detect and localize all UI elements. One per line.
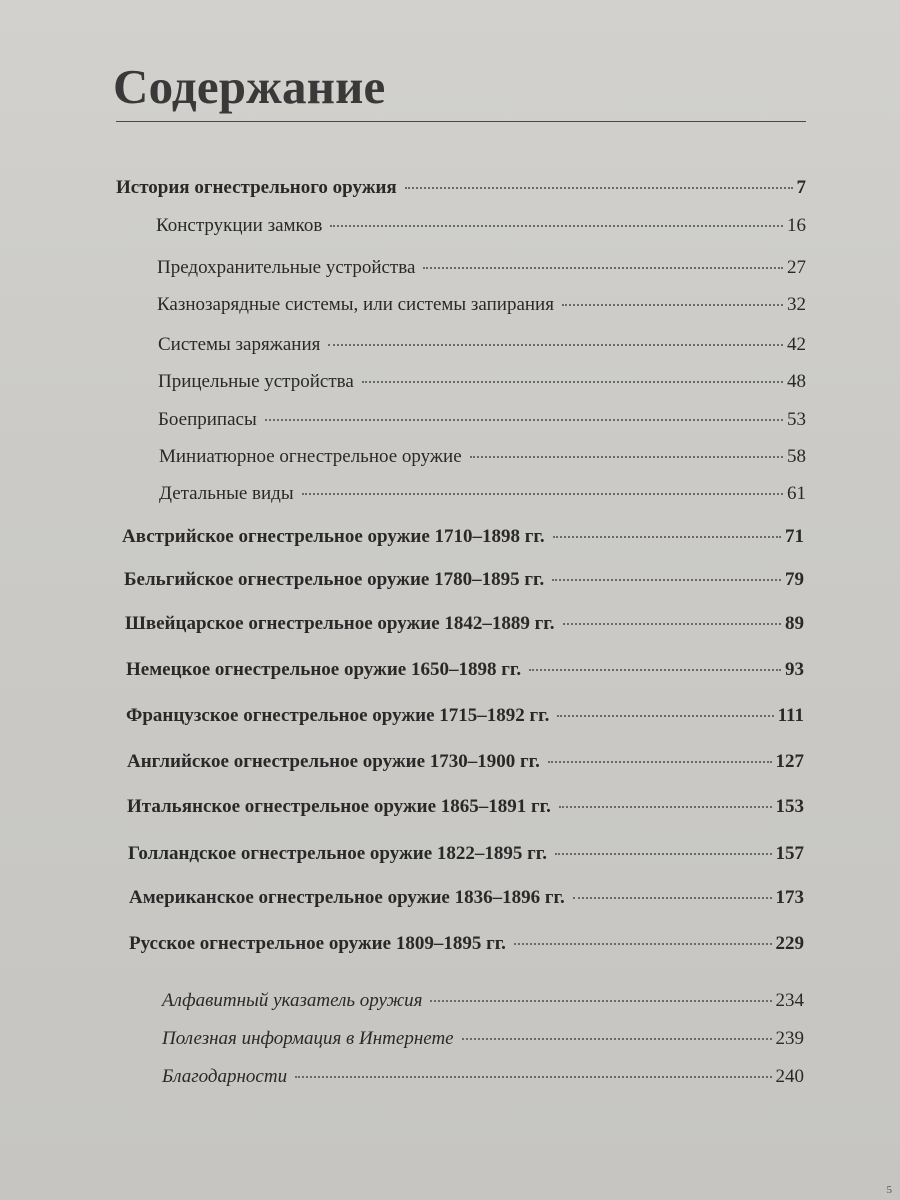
toc-entry-title: Прицельные устройства xyxy=(158,371,354,392)
toc-entry-title: История огнестрельного оружия xyxy=(116,177,397,198)
leader-dots xyxy=(555,853,771,855)
toc-entry xyxy=(126,704,804,728)
toc-entry xyxy=(124,568,804,592)
leader-dots xyxy=(423,267,783,269)
toc-entry xyxy=(158,370,806,394)
toc-entry-page: 89 xyxy=(785,613,804,634)
toc-entry-page: 32 xyxy=(787,294,806,315)
leader-dots xyxy=(462,1038,772,1040)
toc-entry xyxy=(127,795,804,819)
toc-entry-title: Немецкое огнестрельное оружие 1650–1898 гг. xyxy=(126,659,522,680)
toc-entry-page: 27 xyxy=(787,257,806,278)
leader-dots xyxy=(328,344,783,346)
leader-dots xyxy=(548,761,772,763)
toc-entry xyxy=(162,1027,804,1051)
toc-entry-title: Казнозарядные системы, или системы запирания xyxy=(157,294,554,315)
leader-dots xyxy=(557,715,773,717)
toc-entry-title: Бельгийское огнестрельное оружие 1780–1895 гг. xyxy=(124,569,545,590)
toc-entry-page: 93 xyxy=(785,659,804,680)
toc-entry xyxy=(128,842,804,866)
toc-entry xyxy=(162,989,804,1013)
toc-entry xyxy=(157,293,806,317)
toc-entry-page: 53 xyxy=(787,409,806,430)
toc-entry-page: 229 xyxy=(775,933,804,954)
toc-entry-page: 153 xyxy=(775,796,804,817)
leader-dots xyxy=(362,381,783,383)
leader-dots xyxy=(553,536,781,538)
toc-entry-title: Миниатюрное огнестрельное оружие xyxy=(159,446,462,467)
toc-entry xyxy=(129,932,804,956)
toc-entry-page: 127 xyxy=(775,751,804,772)
toc-entry xyxy=(129,886,804,910)
toc-entry-title: Голландское огнестрельное оружие 1822–1895 гг. xyxy=(128,843,548,864)
toc-entry xyxy=(158,333,806,357)
page-title: Содержание xyxy=(113,59,386,114)
leader-dots xyxy=(514,943,772,945)
toc-entry-page: 234 xyxy=(775,990,804,1011)
toc-entry xyxy=(159,482,806,506)
toc-entry-title: Американское огнестрельное оружие 1836–1896 гг. xyxy=(129,887,565,908)
page-number: 5 xyxy=(886,1184,892,1196)
toc-entry xyxy=(162,1065,804,1089)
leader-dots xyxy=(552,579,781,581)
toc-entry xyxy=(116,176,806,200)
toc-entry-title: Предохранительные устройства xyxy=(157,257,416,278)
toc-entry-page: 111 xyxy=(777,705,804,726)
toc-entry-page: 48 xyxy=(787,371,806,392)
toc-entry-page: 58 xyxy=(787,446,806,467)
toc-entry xyxy=(156,214,806,238)
toc-entry-title: Детальные виды xyxy=(159,483,294,504)
toc-entry-page: 71 xyxy=(785,526,804,547)
leader-dots xyxy=(573,897,772,899)
toc-entry xyxy=(122,525,804,549)
toc-entry-page: 239 xyxy=(775,1028,804,1049)
toc-entry xyxy=(127,750,804,774)
leader-dots xyxy=(470,456,783,458)
toc-entry xyxy=(126,658,804,682)
toc-entry-title: Австрийское огнестрельное оружие 1710–1898 гг. xyxy=(122,526,545,547)
leader-dots xyxy=(295,1076,771,1078)
leader-dots xyxy=(405,187,793,189)
toc-entry-title: Русское огнестрельное оружие 1809–1895 гг. xyxy=(129,933,506,954)
toc-entry-title: Полезная информация в Интернете xyxy=(162,1028,454,1049)
toc-entry-title: Итальянское огнестрельное оружие 1865–1891 гг. xyxy=(127,796,551,817)
leader-dots xyxy=(529,669,781,671)
toc-entry-page: 61 xyxy=(787,483,806,504)
toc-entry xyxy=(158,408,806,432)
toc-entry xyxy=(159,445,806,469)
toc-entry-title: Боеприпасы xyxy=(158,409,257,430)
toc-entry-page: 42 xyxy=(787,334,806,355)
leader-dots xyxy=(562,304,783,306)
toc-entry-page: 173 xyxy=(775,887,804,908)
leader-dots xyxy=(563,623,782,625)
toc-entry xyxy=(157,256,806,280)
toc-entry-title: Алфавитный указатель оружия xyxy=(162,990,423,1011)
toc-entry-page: 157 xyxy=(775,843,804,864)
toc-entry-title: Французское огнестрельное оружие 1715–1892 гг. xyxy=(126,705,550,726)
toc-entry-title: Благодарности xyxy=(162,1066,288,1087)
leader-dots xyxy=(265,419,783,421)
leader-dots xyxy=(330,225,783,227)
toc-entry-title: Конструкции замков xyxy=(156,215,323,236)
toc-entry-title: Английское огнестрельное оружие 1730–1900 гг. xyxy=(127,751,540,772)
toc-entry-page: 16 xyxy=(787,215,806,236)
toc-entry-page: 79 xyxy=(785,569,804,590)
toc-entry-title: Швейцарское огнестрельное оружие 1842–1889 гг. xyxy=(125,613,555,634)
leader-dots xyxy=(559,806,772,808)
leader-dots xyxy=(302,493,783,495)
toc-entry xyxy=(125,612,804,636)
toc-entry-title: Системы заряжания xyxy=(158,334,321,355)
toc-entry-page: 7 xyxy=(796,177,806,198)
leader-dots xyxy=(430,1000,771,1002)
toc-entry-page: 240 xyxy=(775,1066,804,1087)
